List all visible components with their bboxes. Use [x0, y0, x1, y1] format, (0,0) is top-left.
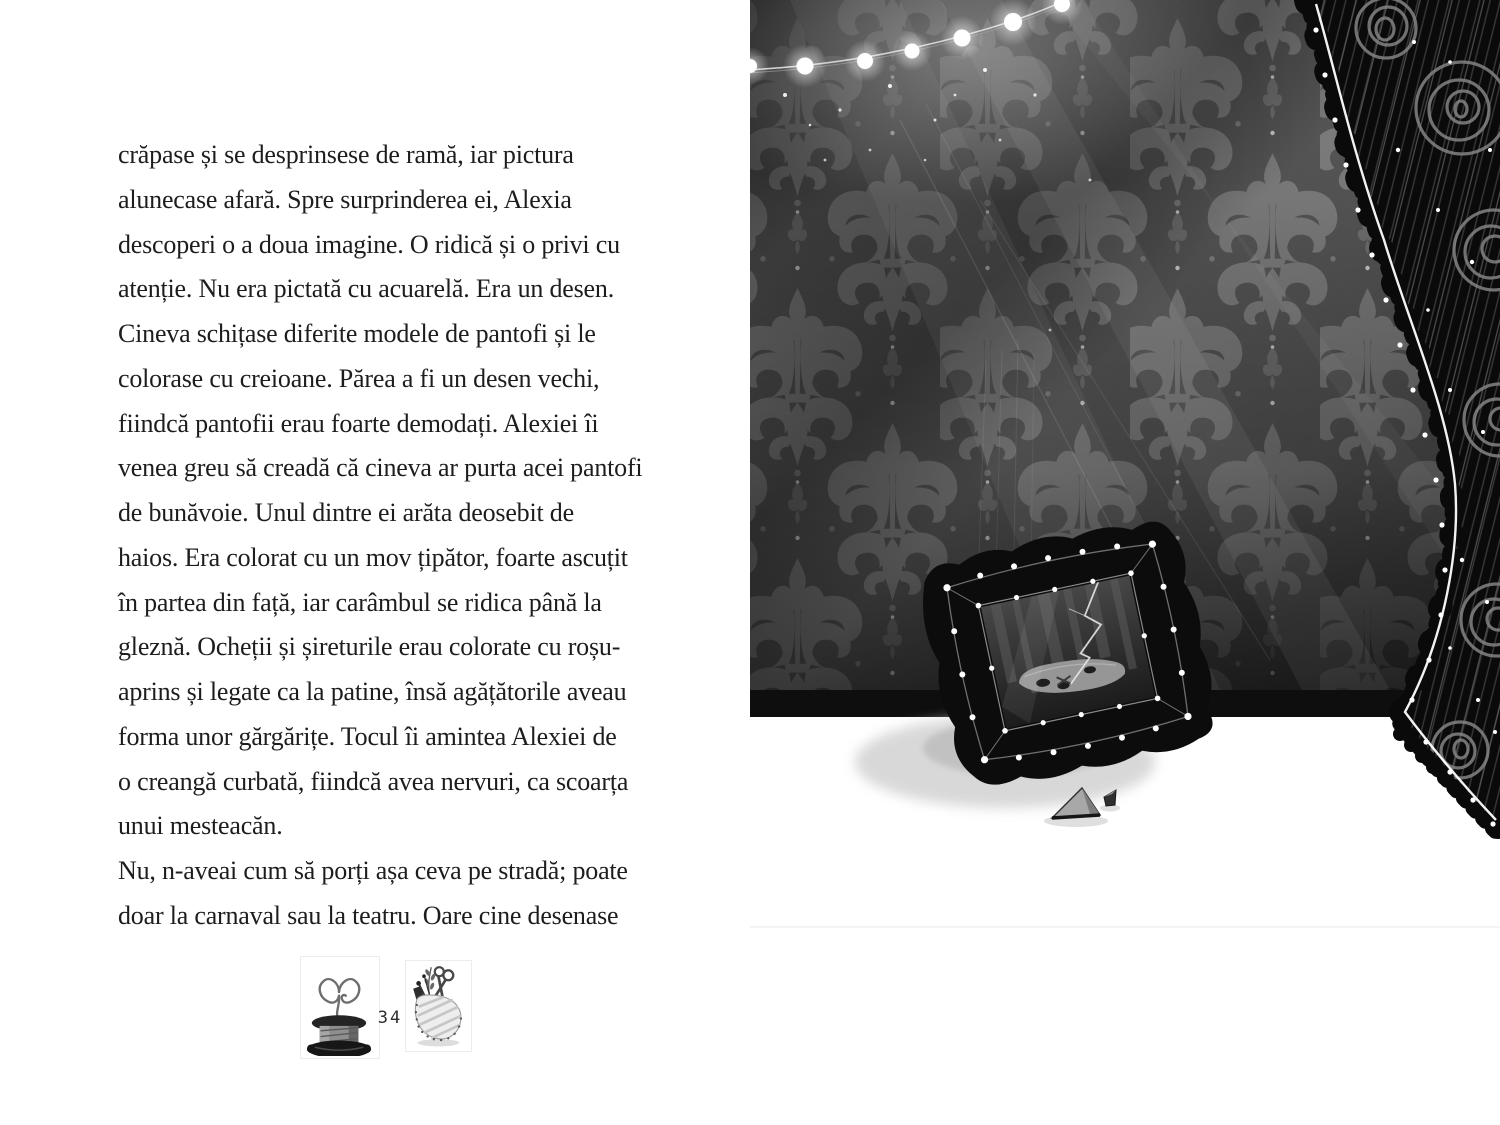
text-line: fiindcă pantofii erau foarte demodați. Alexiei îi [118, 408, 599, 438]
scene-illustration [750, 0, 1500, 928]
text-line: Nu, n-aveai cum să porți așa ceva pe stradă; poate [118, 856, 628, 885]
text-line: gleznă. Ocheții și șireturile erau colorate cu roșu- [118, 632, 621, 662]
text-line: atenție. Nu era pictată cu acuarelă. Era un desen. [118, 274, 614, 304]
illustration-bottom-edge [750, 927, 1500, 928]
pincushion-illustration [405, 960, 472, 1052]
text-line: forma unor gărgărițe. Tocul îi amintea Alexiei de [118, 721, 617, 751]
text-line: doar la carnaval sau la teatru. Oare cine desenase [118, 900, 619, 930]
text-line: colorase cu creioane. Părea a fi un desen vechi, [118, 363, 600, 393]
text-line: aprins și legate ca la patine, însă agățătorile aveau [118, 677, 627, 706]
story-text [118, 133, 678, 939]
text-line: haios. Era colorat cu un mov țipător, foarte ascuțit [118, 542, 628, 572]
text-line: de bunăvoie. Unul dintre ei arăta deosebit de [118, 498, 574, 527]
text-line: unui mesteacăn. [118, 811, 283, 841]
text-line: descoperi o a doua imagine. O ridică și o privi cu [118, 229, 620, 259]
text-line: Cineva schițase diferite modele de pantofi și le [118, 319, 596, 348]
spool-illustration [300, 956, 380, 1059]
text-line: venea greu să creadă că cineva ar purta acei pantofi [118, 453, 643, 483]
cushion-body [415, 995, 462, 1046]
text-line: în partea din față, iar carâmbul se ridica până la [118, 587, 602, 617]
scissors-icon [434, 967, 453, 999]
text-line: crăpase și se desprinsese de ramă, iar pictura [118, 140, 574, 169]
heart-wire-icon [320, 979, 360, 1019]
thread-spool [307, 1015, 371, 1056]
page-number: 34 [377, 1008, 403, 1028]
text-line: alunecase afară. Spre surprinderea ei, Alexia [118, 184, 572, 214]
text-line: o creangă curbată, fiindcă avea nervuri, ca scoarța [118, 766, 629, 796]
